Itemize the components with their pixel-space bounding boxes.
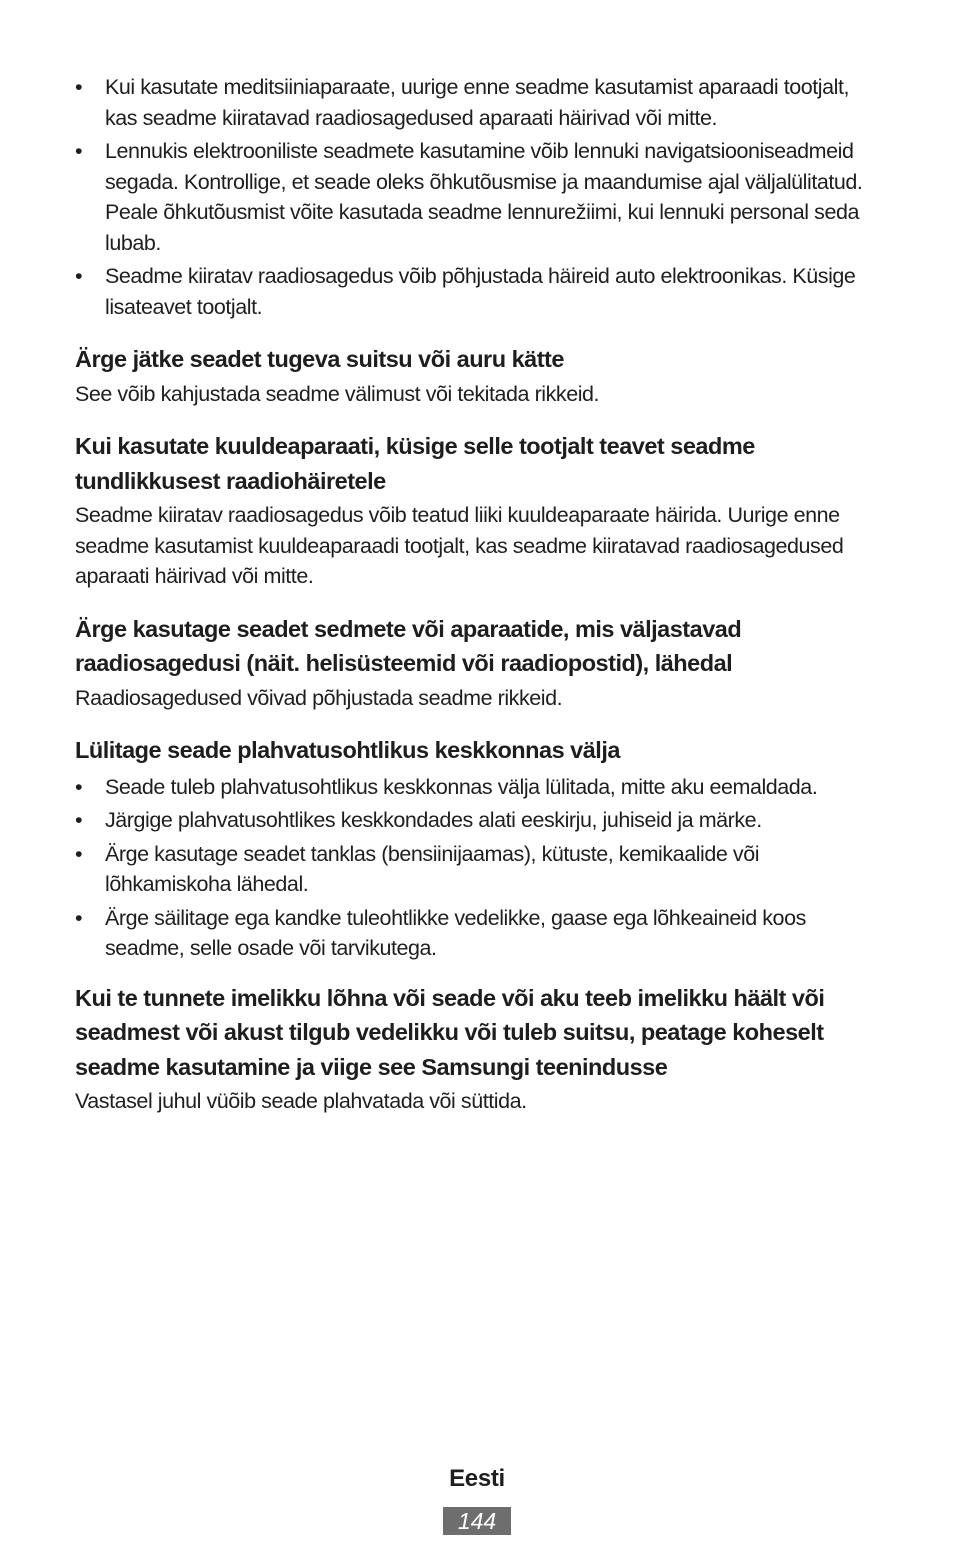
section-radio-devices <box>75 612 875 714</box>
section-title: Ärge jätke seadet tugeva suitsu või auru kätte <box>75 346 564 372</box>
bullet-item: • Seadme kiiratav raadiosagedus võib põhjustada häireid auto elektroonikas. Küsige lisateavet tootjalt. <box>75 261 875 322</box>
section-smoke <box>75 342 875 409</box>
section-body: Raadiosagedused võivad põhjustada seadme rikkeid. <box>75 685 563 710</box>
section-title: Ärge kasutage seadet sedmete või aparaatide, mis väljastavad raadiosagedusi (näit. helisüsteemid või raadiopostid), lähedal <box>75 615 742 676</box>
section-title: Kui kasutate kuuldeaparaati, küsige selle tootjalt teavet seadme tundlikkusest raadiohäiretele <box>75 433 755 494</box>
document-page <box>75 72 875 1117</box>
bullet-item: • Ärge kasutage seadet tanklas (bensiinijaamas), kütuste, kemikaalide või lõhkamiskoha lähedal. <box>75 839 875 900</box>
bullet-item: • Järgige plahvatusohtlikes keskkondades alati eeskirju, juhiseid ja märke. <box>75 805 875 836</box>
section-title: Kui te tunnete imelikku lõhna või seade või aku teeb imelikku häält või seadmest või akust tilgub vedelikku või tuleb suitsu, peatage koheselt seadme kasutamine ja viige see Samsungi teenindusse <box>75 984 825 1080</box>
section-title: Lülitage seade plahvatusohtlikus keskkonnas välja <box>75 737 620 763</box>
section-body: Seadme kiiratav raadiosagedus võib teatud liiki kuuldeaparaate häirida. Uurige enne seadme kasutamist kuuldeaparaadi tootjalt, kas seadme kiiratavad raadiosagedused aparaati häirivad või mitte. <box>75 503 844 588</box>
bullet-item: • Ärge säilitage ega kandke tuleohtlikke vedelikke, gaase ega lõhkeaineid koos seadme, selle osade või tarvikutega. <box>75 903 875 964</box>
bullet-item: • Seade tuleb plahvatusohtlikus keskkonnas välja lülitada, mitte aku eemaldada. <box>75 772 875 803</box>
footer-language: Eesti <box>449 1465 505 1492</box>
bullet-item: • Lennukis elektrooniliste seadmete kasutamine võib lennuki navigatsiooniseadmeid segada. Kontrollige, et seade oleks õhkutõusmise ja maandumise ajal väljalülitatud. Peale õhkutõusmist võite kasutada seadme lennurežiimi, kui lennuki personal seda lubab. <box>75 136 875 258</box>
section-smell-smoke-liquid <box>75 981 875 1117</box>
section-hearing-aid <box>75 429 875 592</box>
bullet-item: • Kui kasutate meditsiiniaparaate, uurige enne seadme kasutamist aparaadi tootjalt, kas seadme kiiratavad raadiosagedused aparaati häirivad või mitte. <box>75 72 875 133</box>
section-body: Vastasel juhul vüõib seade plahvatada või süttida. <box>75 1089 527 1113</box>
section-bullet-list <box>75 772 875 964</box>
section-explosive-environment <box>75 733 875 964</box>
section-body: See võib kahjustada seadme välimust või tekitada rikkeid. <box>75 381 600 406</box>
page-number-badge: 144 <box>443 1507 511 1535</box>
intro-bullet-list <box>75 72 875 322</box>
